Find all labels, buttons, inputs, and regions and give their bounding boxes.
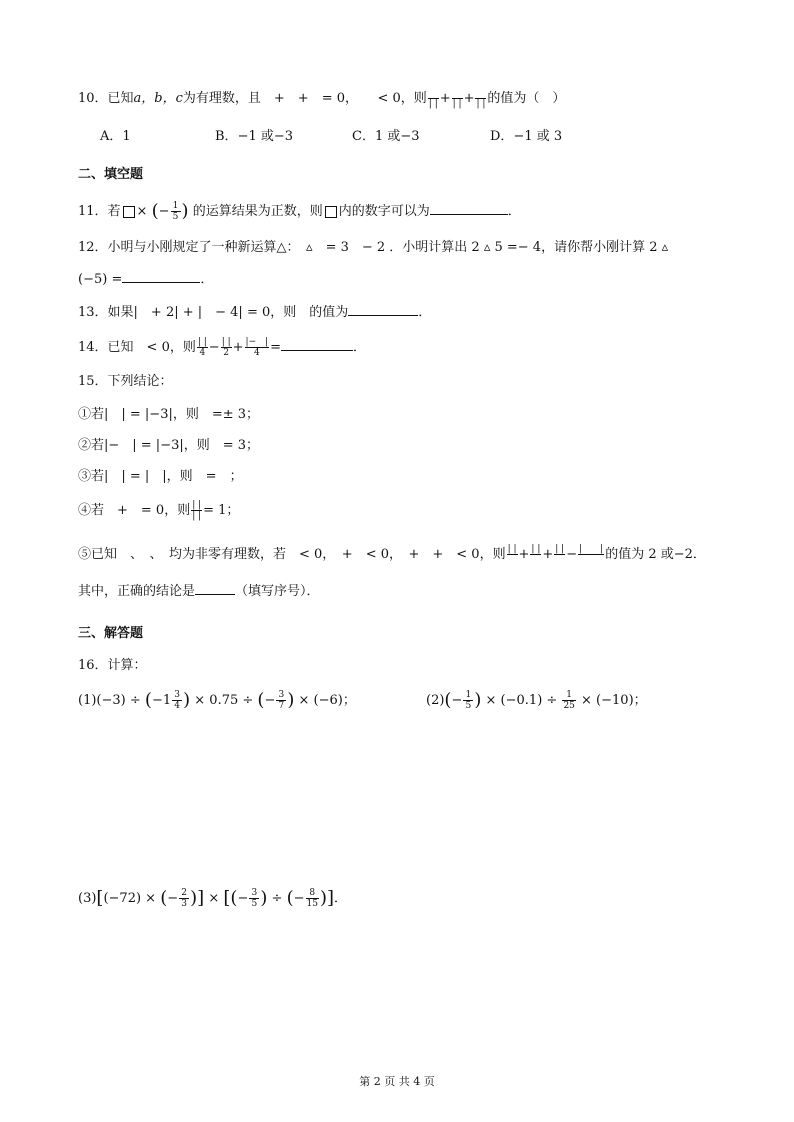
q14-frac-3: $\frac{|- |}{4}$ <box>245 337 269 358</box>
q15-title: 15．下列结论： <box>78 374 173 389</box>
q12-line2 <box>78 268 213 290</box>
q16-p1-paren-close-2: ) <box>287 689 295 711</box>
q15-item5-frac-3: | | <box>555 544 565 554</box>
q10-option-b[interactable]: B．−1 或−3 <box>215 129 294 144</box>
q14-answer-blank[interactable] <box>281 336 353 351</box>
q16-p3-c: ÷ <box>271 891 283 906</box>
q15-item5-post: 的值为 2 或−2． <box>605 547 706 562</box>
q15-item5-frac-4: | | <box>579 544 604 554</box>
q15-item5-frac-2: | | <box>531 544 541 554</box>
q16-p3-a: (−72) × <box>103 891 157 906</box>
q11-minus: − <box>158 204 170 219</box>
q11-answer-blank[interactable] <box>430 200 508 215</box>
q16-p1-paren-close-1: ) <box>183 689 191 711</box>
q14-frac-1: $\frac{| |}{4}$ <box>197 337 207 358</box>
q10-frac-3: | | <box>475 88 486 109</box>
q16-p1-mixed-whole: −1 <box>151 693 172 708</box>
q15-conclusion-pre: 其中，正确的结论是 <box>78 584 196 599</box>
q16-p3-frac-3: $\frac{8}{15}$ <box>306 888 318 909</box>
q16-p3-paren-close-2: ) <box>260 887 268 909</box>
q16-p2-paren-close: ) <box>474 689 482 711</box>
q16-p2-b: × (−10)； <box>581 693 647 708</box>
q15-conclusion <box>78 580 320 602</box>
q13 <box>78 301 431 323</box>
q16-p1-label: (1) <box>78 693 97 708</box>
q15-item-5: ⑤已知 、 、 均为非零有理数，若 < 0， + < 0， + + < 0，则 | | + | | + | | − | | 的值为 2 或−2． <box>78 544 706 565</box>
q14-minus: − <box>208 340 220 355</box>
q16-p1-c: × (−6)； <box>298 693 356 708</box>
q15-item-1: ①若| | = |−3|，则 =± 3； <box>78 407 260 422</box>
q12-answer-blank[interactable] <box>122 268 200 283</box>
q11-paren-open: ( <box>151 200 159 222</box>
q10-stem <box>78 88 565 109</box>
q10-vars: a，b，c <box>133 91 183 106</box>
q15-item4-post: = 1； <box>203 503 240 518</box>
q16-p2-frac-2: $\frac{1}{25}$ <box>563 690 575 711</box>
q16-p3-paren-open-3: ( <box>286 887 294 909</box>
q10-option-a[interactable]: A．1 <box>100 129 131 144</box>
q16-p3-frac-1: $\frac{2}{3}$ <box>179 888 189 909</box>
q13-end: ． <box>418 305 432 320</box>
q16-p2-a: × (−0.1) ÷ <box>485 693 558 708</box>
q15-conclusion-post: （填写序号）． <box>235 584 320 599</box>
q16-p3-label: (3) <box>78 891 97 906</box>
q15-item-3: ③若| | = | |，则 = ； <box>78 469 243 484</box>
q16-p3-b: × <box>208 891 220 906</box>
q16-p3-bracket-close-2: ] <box>327 887 335 909</box>
box-placeholder-icon <box>123 206 135 218</box>
q16-p1-a: (−3) ÷ <box>96 693 141 708</box>
q16-p3-paren-close-3: ) <box>319 887 327 909</box>
page-footer: 第 2 页 共 4 页 <box>359 1075 435 1088</box>
q16-p1-b: × 0.75 ÷ <box>194 693 254 708</box>
q10-frac-1: | | <box>428 88 439 109</box>
q14-pre: 14．已知 < 0，则 <box>78 340 196 355</box>
q12-end: ． <box>200 272 214 287</box>
q12-line1: 12．小明与小刚规定了一种新运算△： ▵ = 3 − 2 ．小明计算出 2 ▵ 5 =− 4，请你帮小刚计算 2 ▵ <box>78 240 669 255</box>
q16-part-1: (1)(−3) ÷ (−1 $\frac{3}{4}$ ) × 0.75 ÷ (− $\frac{3}{7}$ ) × (−6)； <box>78 689 356 711</box>
q10-text-a: 10．已知 <box>78 91 134 106</box>
q11-post: 的运算结果为正数，则 <box>192 204 323 219</box>
q16-p1-paren-open-1: ( <box>144 689 152 711</box>
q16-p2-label: (2) <box>426 693 445 708</box>
section-3-title: 三、解答题 <box>78 626 144 641</box>
q16-p1-mixed-frac: $\frac{3}{4}$ <box>172 690 182 711</box>
q10-plus-2: + <box>463 91 475 106</box>
q11-end: ． <box>507 204 521 219</box>
q10-text-e: 的值为（ ） <box>487 91 566 106</box>
q16-p2-paren-open: ( <box>444 689 452 711</box>
q14-frac-2: $\frac{| |}{2}$ <box>221 337 231 358</box>
q15-item-4 <box>78 500 239 521</box>
q15-item5-frac-1: | | <box>507 544 517 554</box>
q11-pre: 11．若 <box>78 204 121 219</box>
q15-item4-frac: $\frac{| |}{| |}$ <box>192 500 202 521</box>
q15-item5-pre: ⑤已知 、 、 均为非零有理数，若 < 0， + < 0， + + < 0，则 <box>78 547 506 562</box>
q15-item-2: ②若|− | = |−3|，则 = 3； <box>78 438 260 453</box>
q11-times: × <box>136 204 148 219</box>
q10-frac-2: | | <box>452 88 463 109</box>
q11-fraction: $\frac{1}{5}$ <box>171 201 181 222</box>
q14-plus: + <box>232 340 244 355</box>
q16-part-3: (3)[(−72) × (− $\frac{2}{3}$ )] × [(− $\frac{3}{5}$ ) ÷ (− $\frac{8}{15}$ )]． <box>78 887 348 909</box>
q16-title: 16．计算： <box>78 658 147 673</box>
q16-p1-paren-open-2: ( <box>257 689 265 711</box>
q10-option-c[interactable]: C．1 或−3 <box>352 129 420 144</box>
q11-post2: 内的数字可以为 <box>338 204 430 219</box>
q14-eq: = <box>270 340 282 355</box>
q12-line2-pre: (−5) = <box>78 272 123 287</box>
q16-p3-end: ． <box>334 891 348 906</box>
q16-p3-paren-open-1: ( <box>160 887 168 909</box>
q13-answer-blank[interactable] <box>348 301 418 316</box>
q16-part-2: (2)(− $\frac{1}{5}$ ) × (−0.1) ÷ $\frac{1}{25}$ × (−10)； <box>426 689 647 711</box>
q16-p3-bracket-open-1: [ <box>96 887 104 909</box>
q11 <box>78 200 521 222</box>
q14-end: ． <box>353 340 367 355</box>
q16-p3-paren-close-1: ) <box>190 887 198 909</box>
q14 <box>78 336 366 358</box>
q16-p3-bracket-open-2: [ <box>223 887 231 909</box>
box-placeholder-icon <box>325 206 337 218</box>
q16-p2-frac-1: $\frac{1}{5}$ <box>463 690 473 711</box>
q15-item4-pre: ④若 + = 0，则 <box>78 503 191 518</box>
section-2-title: 二、填空题 <box>78 167 144 182</box>
q16-p3-frac-2: $\frac{3}{5}$ <box>249 888 259 909</box>
q10-text-b: 为有理数，且 + + = 0， < 0，则 <box>182 91 427 106</box>
q10-option-d[interactable]: D．−1 或 3 <box>490 129 563 144</box>
q15-answer-blank[interactable] <box>195 580 235 595</box>
q11-paren-close: ) <box>181 200 189 222</box>
q16-p1-frac: $\frac{3}{7}$ <box>276 690 286 711</box>
q10-plus-1: + <box>439 91 451 106</box>
q16-p3-bracket-close-1: ] <box>197 887 205 909</box>
q16-p3-paren-open-2: ( <box>230 887 238 909</box>
q13-pre: 13．如果| + 2| + | − 4| = 0，则 的值为 <box>78 305 349 320</box>
